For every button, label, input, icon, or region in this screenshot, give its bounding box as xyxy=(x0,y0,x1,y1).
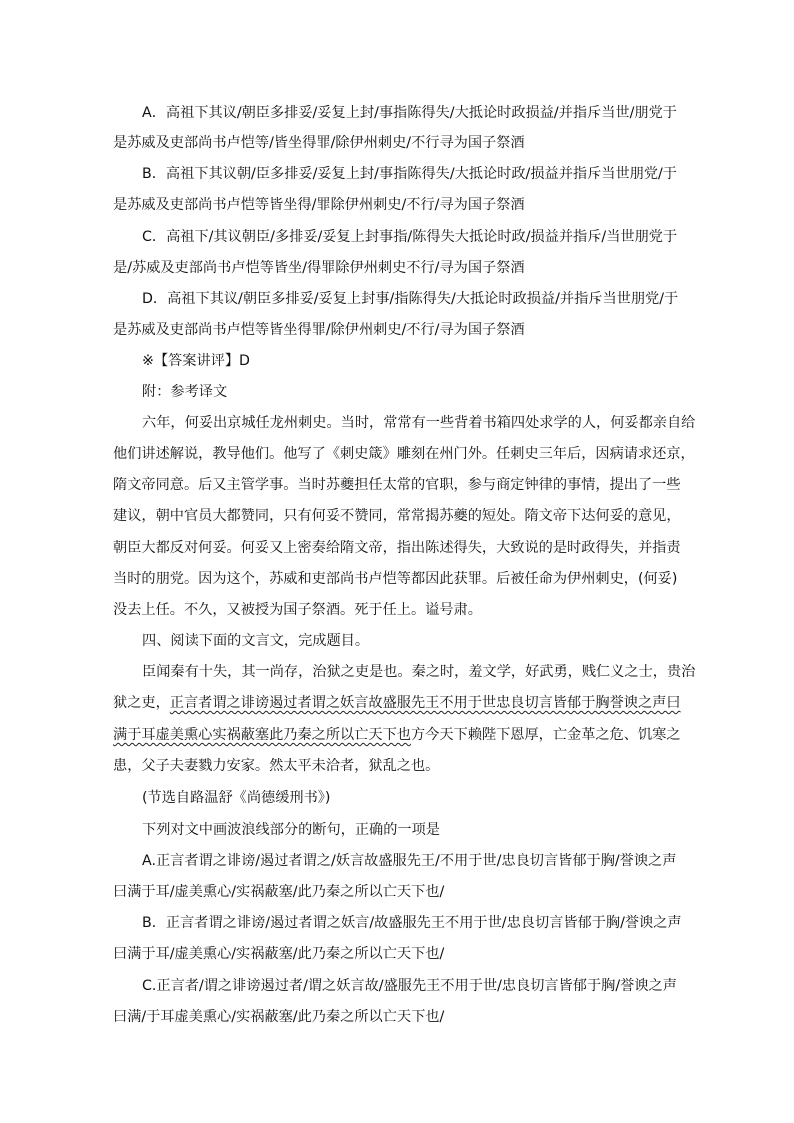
source-citation xyxy=(142,788,330,808)
text-run: 是/苏威及吏部尚书卢恺等皆坐/得罪除伊州刺史不行/寻为国子祭酒 xyxy=(113,260,525,276)
translation-heading xyxy=(142,382,227,402)
option-c-line-2 xyxy=(113,258,525,278)
text-run: 朝臣大都反对何妥。何妥又上密奏给隋文帝，指出陈述得失，大致说的是时政得失，并指责 xyxy=(113,540,681,556)
text-run: 附：参考译文 xyxy=(142,384,228,400)
text-run: B．高祖下其议朝/臣多排妥/妥复上封/事指陈得失/大抵论时政/损益并指斥当世朋党/于 xyxy=(142,166,677,182)
wavy-underlined-text: 正言者谓之诽谤遏过者谓之妖言故盛服先王不用于世忠良切言皆郁于胸誉谀之声曰 xyxy=(169,695,681,711)
option-d-line-2 xyxy=(113,320,525,340)
text-run: 曰满于耳/虚美熏心/实祸蔽塞/此乃秦之所以亡天下也/ xyxy=(113,884,445,900)
text-run: 下列对文中画波浪线部分的断句，正确的一项是 xyxy=(142,822,440,838)
text-run: ※【答案讲评】D xyxy=(142,353,250,369)
option-b-line-1 xyxy=(142,164,677,184)
text-run: 患，父子夫妻戮力安家。然太平未洽者，狱乱之也。 xyxy=(113,758,440,774)
section-four-heading xyxy=(142,631,369,651)
wavy-underlined-text: 满于耳虚美熏心实祸蔽塞此乃秦之所以亡天下也 xyxy=(113,727,411,743)
choice-c-line-2 xyxy=(113,1007,444,1027)
text-run: C.正言者/谓之诽谤遏过者/谓之妖言故/盛服先王不用于世/忠良切言皆郁于胸/誉谀之声 xyxy=(142,978,677,994)
passage-line-2 xyxy=(113,693,681,713)
text-run: B．正言者谓之诽谤/遏过者谓之妖言/故盛服先王不用于世/忠良切言皆郁于胸/誉谀之声 xyxy=(142,915,682,931)
text-run: 臣闻秦有十失，其一尚存，治狱之吏是也。秦之时，羞文学，好武勇，贱仁义之士，贵治 xyxy=(142,664,696,680)
text-run: 曰满于耳/虚美熏心/实祸蔽塞/此乃秦之所以亡天下也/ xyxy=(113,946,445,962)
translation-line-2 xyxy=(113,444,695,464)
answer-explanation xyxy=(142,351,250,371)
text-run: 没去上任。不久，又被授为国子祭酒。死于任上。谥号肃。 xyxy=(113,602,482,618)
option-c-line-1 xyxy=(142,227,677,247)
question-prompt xyxy=(142,820,440,840)
passage-line-1 xyxy=(142,662,695,682)
translation-line-4 xyxy=(113,506,681,526)
text-run: D．高祖下其议/朝臣多排妥/妥复上封事/指陈得失/大抵论时政损益/并指斥当世朋党/于 xyxy=(142,291,679,307)
option-a-line-1 xyxy=(142,103,677,123)
translation-line-6 xyxy=(113,569,677,589)
choice-b-line-2 xyxy=(113,944,444,964)
choice-a-line-1 xyxy=(142,851,676,871)
passage-line-4 xyxy=(113,756,439,776)
text-run: 是苏威及吏部尚书卢恺等/皆坐得罪/除伊州刺史/不行寻为国子祭酒 xyxy=(113,135,525,151)
text-run: 曰满/于耳虚美熏心/实祸蔽塞/此乃秦之所以亡天下也/ xyxy=(113,1009,445,1025)
text-run: 六年，何妥出京城任龙州刺史。当时，常常有一些背着书箱四处求学的人，何妥都亲自给 xyxy=(142,415,696,431)
translation-line-7 xyxy=(113,600,482,620)
text-run: 是苏威及吏部尚书卢恺等皆坐得罪/除伊州刺史/不行/寻为国子祭酒 xyxy=(113,322,525,338)
text-run: 狱之吏， xyxy=(113,695,170,711)
text-run: 他们讲述解说，教导他们。他写了《刺史箴》雕刻在州门外。任刺史三年后，因病请求还京， xyxy=(113,446,695,462)
option-d-line-1 xyxy=(142,289,678,309)
text-run: 四、阅读下面的文言文，完成题目。 xyxy=(142,633,370,649)
choice-b-line-1 xyxy=(142,913,682,933)
passage-line-3 xyxy=(113,725,681,745)
text-run: (节选自路温舒《尚德缓刑书》) xyxy=(142,790,331,806)
translation-line-1 xyxy=(142,413,695,433)
text-run: 方今天下赖陛下恩厚，亡金革之危、饥寒之 xyxy=(410,727,681,743)
translation-line-3 xyxy=(113,475,681,495)
text-run: C．高祖下/其议朝臣/多排妥/妥复上封事指/陈得失大抵论时政/损益并指斥/当世朋党于 xyxy=(142,229,678,245)
text-run: A．高祖下其议/朝臣多排妥/妥复上封/事指陈得失/大抵论时政损益/并指斥当世/朋党于 xyxy=(142,105,677,121)
translation-line-5 xyxy=(113,538,681,558)
text-run: 建议，朝中官员大都赞同，只有何妥不赞同，常常揭苏夔的短处。隋文帝下达何妥的意见， xyxy=(113,508,681,524)
choice-c-line-1 xyxy=(142,976,677,996)
text-run: A.正言者谓之诽谤/遏过者谓之/妖言故盛服先王/不用于世/忠良切言皆郁于胸/誉谀之声 xyxy=(142,853,677,869)
text-run: 隋文帝同意。后又主管学事。当时苏夔担任太常的官职，参与商定钟律的事情，提出了一些 xyxy=(113,477,681,493)
text-run: 是苏威及吏部尚书卢恺等皆坐得/罪除伊州刺史/不行/寻为国子祭酒 xyxy=(113,197,525,213)
text-run: 当时的朋党。因为这个，苏威和吏部尚书卢恺等都因此获罪。后被任命为伊州刺史，(何妥) xyxy=(113,571,678,587)
choice-a-line-2 xyxy=(113,882,444,902)
option-b-line-2 xyxy=(113,195,525,215)
option-a-line-2 xyxy=(113,133,525,153)
